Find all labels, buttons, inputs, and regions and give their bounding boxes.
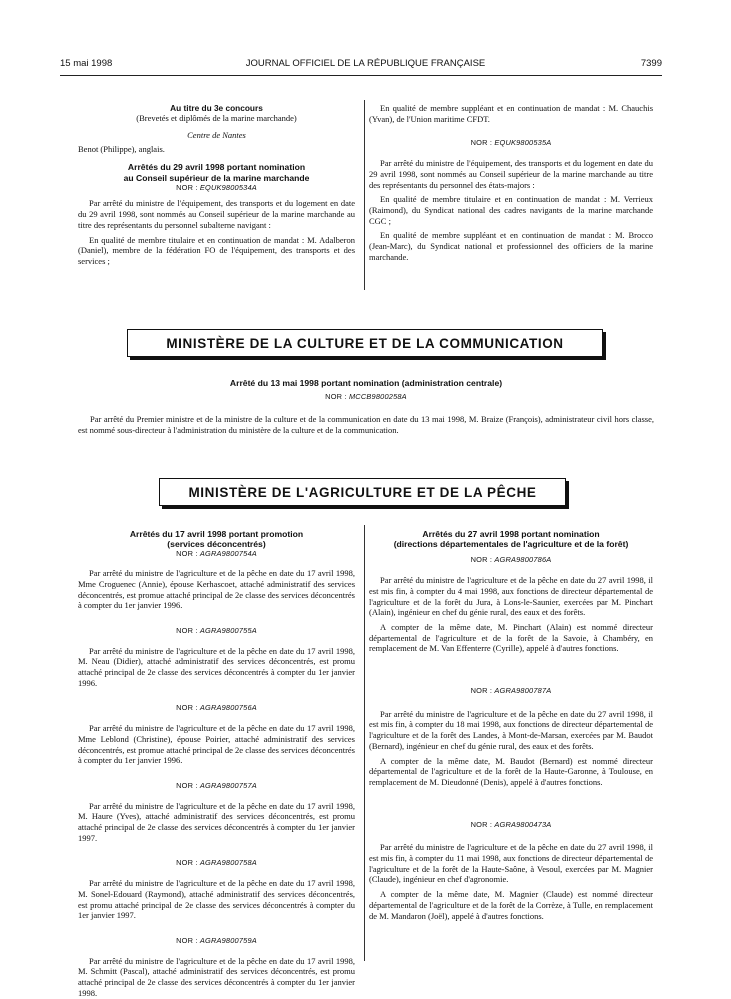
nor-code: AGRA9800758A <box>199 858 257 868</box>
nomination-title-line-2: (directions départementales de l'agriculture et de la forêt) <box>393 539 629 550</box>
nor-label: NOR : <box>470 686 493 696</box>
decree-paragraph: A compter de la même date, M. Baudot (Bernard) est nommé directeur départemental de l'agriculture et de la forêt de la Haute-Garonne, à Toulouse, en remplacement de M. Dieudonné (Denis), appelé à d'autres fonctions. <box>369 755 653 787</box>
nor-label: NOR : <box>470 819 493 829</box>
nor-reference <box>78 781 355 792</box>
agriculture-left-column <box>78 529 355 999</box>
decree-paragraph: A compter de la même date, M. Pinchart (Alain) est nommé directeur départemental de l'agriculture et de la forêt de la Savoie, à Chambéry, en remplacement de M. Van Effenterre (Cyrille), appelé à d'autres fonctions. <box>369 621 653 654</box>
decree-paragraph: Par arrêté du ministre de l'équipement, des transports et du logement en date du 29 avril 1998, sont nommés au Conseil supérieur de la marine marchande au titre des représentants du personnel des états-majors : <box>369 158 653 190</box>
nor-reference <box>78 392 654 401</box>
decree-paragraph: Par arrêté du ministre de l'agriculture et de la pêche en date du 17 avril 1998, M. Haure (Yves), attaché administratif des services déconcentrés, est promu attaché principal de 2e classe des services déconcentrés à compter du 1er janvier 1997. <box>78 800 355 843</box>
nor-reference <box>78 936 355 947</box>
nor-label: NOR : <box>325 392 347 401</box>
nor-reference <box>78 549 355 560</box>
decree-paragraph: Par arrêté du ministre de l'équipement, des transports et du logement en date du 29 avril 1998, sont nommés au Conseil supérieur de la marine marchande au titre des représentants du personnel subalterne navigant : <box>78 198 355 230</box>
nor-reference <box>369 686 653 697</box>
nor-label: NOR : <box>176 182 198 192</box>
nor-code: AGRA9800755A <box>199 625 257 635</box>
section-subheading: (Brevetés et diplômés de la marine marchande) <box>136 113 297 124</box>
decree-paragraph: Par arrêté du ministre de l'agriculture et de la pêche en date du 17 avril 1998, Mme Leblond (Christine), épouse Poirier, attaché administratif des services déconcentrés, est promue attaché principal de 2e classe des services déconcentrés à compter du 1er janvier 1996. <box>78 723 355 766</box>
nor-label: NOR : <box>176 549 198 559</box>
decree-paragraph: Par arrêté du ministre de l'agriculture et de la pêche en date du 27 avril 1998, il est mis fin, à compter du 4 mai 1998, aux fonctions de directeur départemental de l'agriculture et de la forêt du Jura, à Lons-le-Saunier, exercées par M. Pinchart (Alain), ingénieur en chef du génie rural, des eaux et des forêts. <box>369 575 653 618</box>
nor-label: NOR : <box>470 555 493 565</box>
decree-title-line-1: Arrêtés du 29 avril 1998 portant nomination <box>127 162 306 173</box>
nor-code: AGRA9800473A <box>494 819 552 829</box>
decree-paragraph: En qualité de membre suppléant et en continuation de mandat : M. Brocco (Jean-Marc), du Syndicat national et professionnel des officiers de la marine marchande. <box>369 230 653 262</box>
decree-paragraph: En qualité de membre suppléant et en continuation de mandat : M. Chauchis (Yvan), de l'Union maritime CFDT. <box>369 103 653 124</box>
header-page-number: 7399 <box>640 58 662 69</box>
nor-code: EQUK9800534A <box>199 182 257 192</box>
ministry-agriculture-banner: MINISTÈRE DE L'AGRICULTURE ET DE LA PÊCHE <box>159 478 566 506</box>
nor-label: NOR : <box>176 858 198 868</box>
nor-label: NOR : <box>176 703 198 713</box>
decree-paragraph: Par arrêté du ministre de l'agriculture et de la pêche en date du 17 avril 1998, M. Schmitt (Pascal), attaché administratif des services déconcentrés, est promu attaché principal de 2e classe des services déconcentrés à compter du 1er janvier 1998. <box>78 955 355 998</box>
agriculture-right-column <box>369 529 653 921</box>
promotion-title-line-1: Arrêtés du 17 avril 1998 portant promotion <box>129 529 304 539</box>
nor-code: MCCB9800258A <box>348 392 407 401</box>
top-left-column <box>78 103 355 267</box>
nor-label: NOR : <box>470 138 493 148</box>
nor-reference <box>369 555 653 566</box>
column-divider <box>364 100 365 290</box>
ministry-culture-banner: MINISTÈRE DE LA CULTURE ET DE LA COMMUNICATION <box>127 329 603 357</box>
culture-decree-body <box>78 414 654 436</box>
decree-paragraph: Par arrêté du ministre de l'agriculture et de la pêche en date du 17 avril 1998, Mme Croguenec (Annie), épouse Kerhascoet, attaché administratif des services déconcentrés, est promue attaché principal de 2e classe des services déconcentrés à compter du 1er janvier 1996. <box>78 568 355 611</box>
nor-code: AGRA9800754A <box>199 549 257 559</box>
nor-label: NOR : <box>176 780 198 790</box>
nor-reference <box>369 820 653 831</box>
decree-paragraph: Par arrêté du ministre de l'agriculture et de la pêche en date du 17 avril 1998, M. Sonel-Edouard (Raymond), attaché administratif des services déconcentrés, est promu attaché principal de 2e classe des services déconcentrés à compter du 1er janvier 1997. <box>78 878 355 921</box>
nor-reference <box>78 858 355 869</box>
header-journal-title: JOURNAL OFFICIEL DE LA RÉPUBLIQUE FRANÇAISE <box>245 58 486 69</box>
nor-code: AGRA9800757A <box>199 780 257 790</box>
nor-label: NOR : <box>176 625 198 635</box>
decree-paragraph: A compter de la même date, M. Magnier (Claude) est nommé directeur départemental de l'agriculture et de la forêt de la Corrèze, à Tulle, en remplacement de M. Mandaron (Joël), appelé à d'autres fonctions. <box>369 889 653 921</box>
decree-paragraph: Par arrêté du Premier ministre et de la ministre de la culture et de la communication en date du 13 mai 1998, M. Braize (François), administrateur civil hors classe, est nommé sous-directeur à l'administration du ministère de la culture et de la communication. <box>78 414 654 435</box>
decree-paragraph: Par arrêté du ministre de l'agriculture et de la pêche en date du 27 avril 1998, il est mis fin, à compter du 11 mai 1998, aux fonctions de directeur départemental de l'agriculture et de la forêt de la Haute-Saône, à Vesoul, exercées par M. Magnier (Claude), ingénieur en chef d'agronomie. <box>369 842 653 885</box>
nomination-title-line-1: Arrêtés du 27 avril 1998 portant nomination <box>422 529 600 539</box>
candidate-entry: Benot (Philippe), anglais. <box>78 143 165 154</box>
decree-paragraph: En qualité de membre titulaire et en continuation de mandat : M. Verrieux (Raimond), du Syndicat national des cadres navigants de la marine marchande CGC ; <box>369 194 653 226</box>
culture-decree-title: Arrêté du 13 mai 1998 portant nomination (administration centrale) <box>229 378 503 388</box>
promotion-title-line-2: (services déconcentrés) <box>167 539 266 550</box>
nor-code: AGRA9800759A <box>199 935 257 945</box>
nor-code: AGRA9800786A <box>494 555 552 565</box>
header-rule <box>60 75 662 76</box>
decree-title-line-2: au Conseil supérieur de la marine marchande <box>123 172 310 183</box>
header-date: 15 mai 1998 <box>60 58 113 69</box>
nor-code: AGRA9800756A <box>199 703 257 713</box>
centre-label: Centre de Nantes <box>187 129 246 140</box>
nor-label: NOR : <box>176 935 198 945</box>
nor-code: EQUK9800535A <box>494 138 552 148</box>
decree-paragraph: En qualité de membre titulaire et en continuation de mandat : M. Adalberon (Daniel), membre de la fédération FO de l'équipement, des transports et des services ; <box>78 234 355 266</box>
nor-reference <box>78 626 355 637</box>
column-divider <box>364 525 365 961</box>
nor-reference <box>78 703 355 714</box>
nor-code: AGRA9800787A <box>494 686 552 696</box>
decree-paragraph: Par arrêté du ministre de l'agriculture et de la pêche en date du 27 avril 1998, il est mis fin, à compter du 18 mai 1998, aux fonctions de directeur départemental de l'agriculture et de la forêt des Landes, à Mont-de-Marsan, exercées par M. Baudot (Bernard), ingénieur en chef du génie rural, des eaux et des forêts. <box>369 708 653 751</box>
section-heading: Au titre du 3e concours <box>170 103 263 113</box>
top-right-column <box>369 103 653 262</box>
nor-reference <box>369 138 653 149</box>
decree-paragraph: Par arrêté du ministre de l'agriculture et de la pêche en date du 17 avril 1998, M. Neau (Didier), attaché administratif des services déconcentrés, est promu attaché principal de 2e classe des services déconcentrés à compter du 1er janvier 1996. <box>78 645 355 688</box>
nor-reference <box>78 183 355 194</box>
